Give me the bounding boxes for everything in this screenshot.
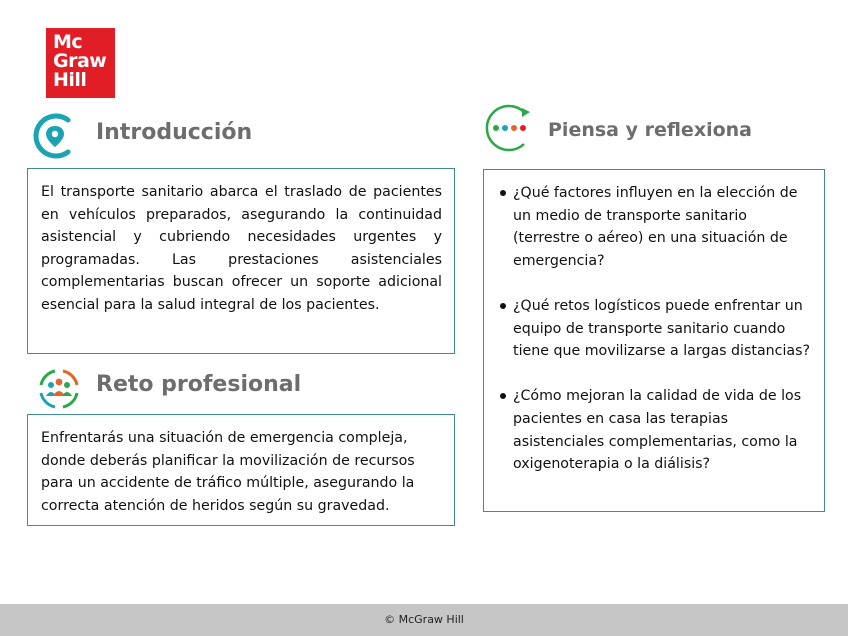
copyright-text: © McGraw Hill [384,613,464,626]
team-cycle-icon [33,363,85,415]
question-item: ¿Qué retos logísticos puede enfrentar un equipo de transporte sanitario cuando tiene que movilizarse a largas distancias? [497,295,812,363]
logo-line-2: Graw [53,50,107,72]
question-list [497,182,812,476]
challenge-title: Reto profesional [96,372,302,397]
intro-box [27,168,455,354]
challenge-text: Enfrentarás una situación de emergencia compleja, donde deberás planificar la movilización de recursos para un accidente de tráfico múltiple, asegurando la correcta atención de heridos según su gravedad. [41,430,415,514]
thinking-dots-icon [482,102,536,154]
intro-text: El transporte sanitario abarca el traslado de pacientes en vehículos preparados, asegurando la continuidad asistencial y cubriendo necesidades urgentes y programadas. Las prestaciones asistenciales complementarias buscan ofrecer un soporte adicional esencial para la salud integral de los pacientes. [41,184,442,313]
reflect-box [483,169,825,512]
challenge-box [27,414,455,526]
logo-line-1: Mc [53,31,83,53]
logo-line-3: Hill [53,69,87,91]
mcgraw-hill-logo [46,28,115,98]
reflect-title: Piensa y reflexiona [548,119,752,141]
footer-bar [0,604,848,636]
location-pin-icon [28,110,80,162]
question-item: ¿Qué factores influyen en la elección de un medio de transporte sanitario (terrestre o aéreo) en una situación de emergencia? [497,182,812,272]
question-item: ¿Cómo mejoran la calidad de vida de los pacientes en casa las terapias asistenciales complementarias, como la oxigenoterapia o la diálisis? [497,385,812,475]
intro-title: Introducción [96,120,253,145]
